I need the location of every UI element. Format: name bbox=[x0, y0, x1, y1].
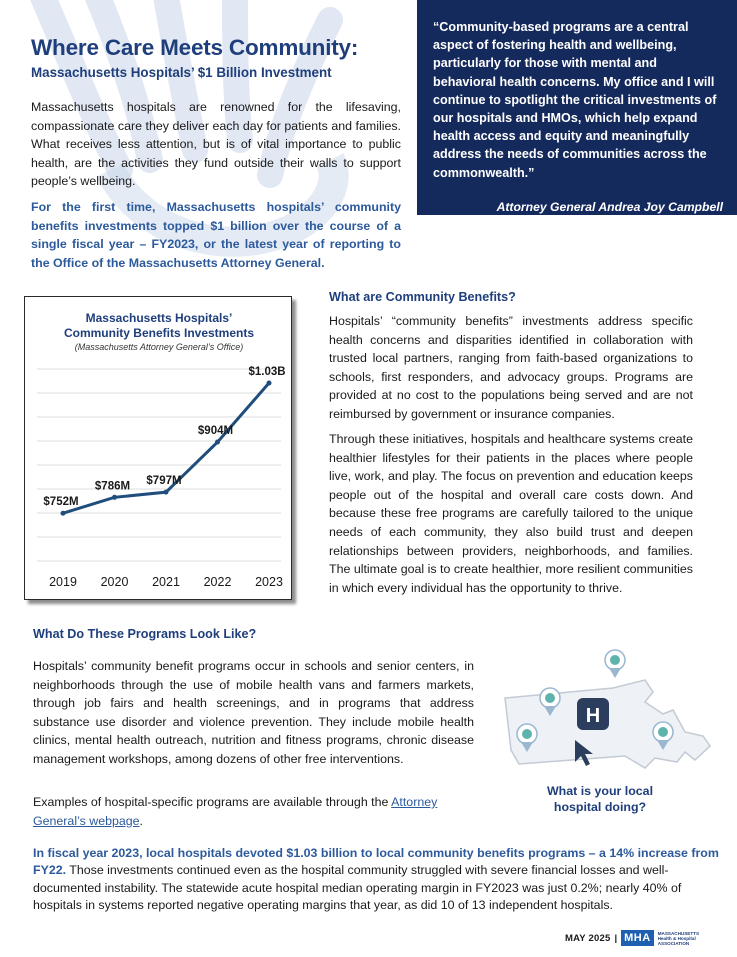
x-tick-label: 2020 bbox=[100, 575, 129, 589]
data-label: $1.03B bbox=[248, 366, 286, 379]
fiscal-bold: In fiscal year 2023, local hospitals devoted $1.03 billion to local community benefits programs – a 14% increase from FY22. bbox=[33, 846, 719, 878]
fiscal-paragraph bbox=[33, 845, 723, 915]
hospital-letter: H bbox=[585, 705, 601, 727]
footer-date: MAY 2025 bbox=[565, 932, 611, 944]
attorney-general-link[interactable]: Attorney General’s webpage bbox=[33, 795, 438, 828]
data-label: $752M bbox=[43, 496, 79, 509]
quote-attribution: Attorney General Andrea Joy Campbell bbox=[496, 199, 723, 214]
programs-p1: Hospitals’ community benefit programs occur in schools and senior centers, in neighborhoods through the use of mobile health vans and farmers markets, through job fairs and health screenings, and in programs that address substance use disorder and violence prevention. They include mobile health clinics, mental health outreach, nutrition and fitness programs, chronic disease management workshops, among dozens of other free interventions. bbox=[33, 659, 474, 766]
community-benefits-p2: Through these initiatives, hospitals and healthcare systems create healthier lifestyles for their patients in the places where people live, work, and play. The focus on prevention and education keeps people out of the hospital and overall care costs down. And because these free programs are carefully tailored to the unique needs of each community, they also build trust and deepen relationships between providers, neighborhoods, and families. The ultimate goal is to create healthier, more resilient communities in which every individual has the opportunity to thrive. bbox=[329, 432, 693, 595]
x-tick-label: 2019 bbox=[49, 575, 77, 589]
hospital-icon bbox=[577, 698, 609, 730]
map-pin-icon bbox=[605, 640, 625, 678]
quote-box bbox=[417, 0, 737, 215]
community-benefits-p1: Hospitals’ “community benefits” investments address specific health concerns and disparities identified in collaboration with trusted local partners, ranging from faith-based organizations to schools, first responders, and advocacy groups. Programs are provided at no cost to the populations being served and are not reimbursed by government or insurance companies. bbox=[329, 314, 693, 421]
chart-title-line2: Community Benefits Investments bbox=[63, 326, 255, 340]
chart-x-ticks bbox=[49, 575, 283, 589]
page-title: Where Care Meets Community: bbox=[31, 35, 359, 60]
programs-heading: What Do These Programs Look Like? bbox=[33, 627, 257, 641]
page-subtitle: Massachusetts Hospitals’ $1 Billion Investment bbox=[31, 65, 332, 80]
community-benefits-heading: What are Community Benefits? bbox=[329, 290, 516, 304]
mha-logo-line3: ASSOCIATION bbox=[657, 940, 690, 946]
mha-logo-line2: Health & Hospital bbox=[657, 935, 696, 941]
programs-p2-before: Examples of hospital-specific programs are available through the bbox=[33, 795, 392, 809]
chart-title-line1: Massachusetts Hospitals’ bbox=[85, 311, 233, 325]
programs-p2-after: . bbox=[139, 813, 143, 828]
footer bbox=[565, 928, 704, 948]
intro-paragraph: Massachusetts hospitals are renowned for the lifesaving, compassionate care they deliver each day for patients and families. What receives less attention, but is of vital importance to public health, are the activities they fund outside their walls to support people’s wellbeing. bbox=[31, 100, 401, 189]
x-tick-label: 2023 bbox=[255, 575, 283, 589]
map-caption bbox=[520, 783, 680, 815]
chart-svg bbox=[25, 297, 293, 601]
fiscal-rest: Those investments continued even as the hospital community struggled with severe financial losses and well-documented instability. The statewide acute hospital median operating margin in FY2023 was just 0.2%; nearly 40% of hospitals in systems reported negative operating margins that year, as did 10 of 13 independent hospitals. bbox=[33, 863, 682, 913]
data-label: $904M bbox=[197, 425, 234, 438]
investments-chart bbox=[24, 296, 292, 600]
footer-separator: | bbox=[614, 932, 618, 944]
mha-logo: MHA bbox=[621, 930, 654, 946]
mha-logo-line1: MASSACHUSETTS bbox=[657, 930, 700, 936]
map-caption-line1: What is your local bbox=[546, 784, 654, 798]
data-point bbox=[267, 381, 272, 386]
mha-logo-text bbox=[658, 931, 704, 946]
quote-text: “Community-based programs are a central aspect of fostering health and wellbeing, particularly for those with mental and behavioral health concerns. My office and I will continue to spotlight the critical investments of our hospitals and HMOs, which help expand health access and equity and meaningfully address the needs of communities across the commonwealth.” bbox=[433, 20, 717, 180]
chart-subtitle: (Massachusetts Attorney General’s Office) bbox=[74, 342, 244, 352]
data-point bbox=[164, 490, 169, 495]
x-tick-label: 2021 bbox=[152, 575, 180, 589]
data-point bbox=[112, 495, 117, 500]
chart-grid bbox=[37, 369, 281, 561]
data-point bbox=[215, 440, 220, 445]
data-point bbox=[61, 511, 66, 516]
intro-highlight: For the first time, Massachusetts hospitals’ community benefits investments topped $1 billion over the course of a single fiscal year – FY2023, or the latest year of reporting to the Office of the Massachusetts Attorney General. bbox=[31, 200, 401, 270]
chart-data-labels bbox=[43, 366, 285, 508]
data-label: $786M bbox=[94, 480, 131, 493]
data-label: $797M bbox=[146, 475, 182, 488]
map-caption-line2: hospital doing? bbox=[553, 800, 647, 814]
x-tick-label: 2022 bbox=[203, 575, 232, 589]
chart-line-group bbox=[61, 381, 272, 516]
programs-p2 bbox=[33, 793, 474, 830]
